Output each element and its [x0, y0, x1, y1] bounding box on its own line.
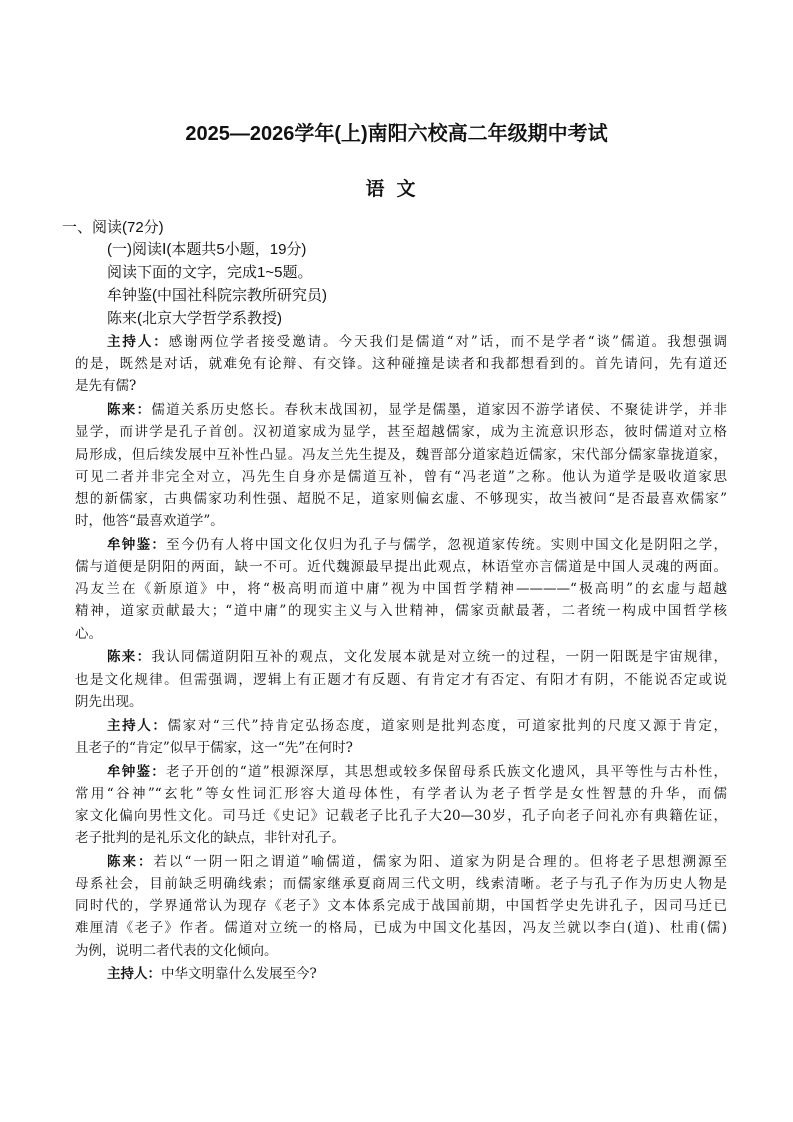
dialogue-text: [75, 331, 727, 987]
text-line: [75, 805, 727, 827]
text-line: [75, 895, 727, 917]
speaker-label: 主持人：: [107, 966, 161, 983]
line-text: 是先有儒?: [75, 378, 137, 395]
line-text: 可见二者并非完全对立，冯先生自身亦是儒道互补，曾有“冯老道”之称。他认为道学是吸收道家思: [75, 468, 727, 485]
dialogue-paragraph: [75, 761, 727, 850]
exam-title: 2025—2026学年(上)南阳六校高二年级期中考试: [185, 123, 608, 145]
text-line: [75, 827, 727, 849]
speaker-label: 主持人：: [107, 334, 169, 350]
line-text: 且老子的“肯定”似早于儒家，这一“先”在何时?: [75, 739, 353, 756]
line-text: 儒道关系历史悠长。春秋末战国初，显学是儒墨，道家因不游学诸侯、不聚徒讲学，并非: [151, 402, 728, 419]
speaker-label: 主持人：: [107, 717, 168, 734]
speaker-label: 陈来：: [107, 853, 154, 870]
line-text: 老子开创的“道”根源深厚，其思想或较多保留母系氏族文化遗风，具平等性与古朴性，: [166, 763, 728, 780]
text-line: [75, 669, 727, 691]
text-line: [75, 488, 727, 510]
text-line: [75, 444, 727, 466]
line-text: 老子批判的是礼乐文化的缺点，非针对孔子。: [75, 830, 345, 847]
section-heading: 一、阅读(72分): [62, 219, 164, 236]
dialogue-paragraph: [75, 851, 727, 962]
speaker-label: 陈来：: [107, 402, 152, 419]
text-line: [75, 466, 727, 488]
line-text: 显学，而讲学是孔子首创。汉初道家成为显学，甚至超越儒家，成为主流意识形态，彼时儒道对立格: [75, 424, 727, 441]
dialogue-paragraph: [75, 715, 727, 759]
text-line: [75, 646, 727, 668]
speaker-label: 陈来：: [107, 649, 152, 666]
text-line: [75, 331, 727, 353]
text-line: [75, 375, 727, 397]
text-line: [75, 783, 727, 805]
line-text: 儒与道便是阴阳的两面，缺一不可。近代魏源最早提出此观点，林语堂亦言儒道是中国人灵魂的两面。: [75, 559, 727, 576]
text-line: [75, 510, 727, 532]
text-line: [75, 963, 727, 985]
line-text: 心。: [75, 625, 102, 642]
text-line: [75, 353, 727, 375]
text-line: [75, 600, 727, 622]
subsection-heading: (一)阅读Ⅰ(本题共5小题，19分): [107, 241, 307, 258]
text-line: [75, 691, 727, 713]
text-line: [75, 578, 727, 600]
instruction: 阅读下面的文字，完成1~5题。: [107, 264, 313, 281]
line-text: 常用“谷神”“玄牝”等女性词汇形容大道母体性，有学者认为老子哲学是女性智慧的升华，而儒: [75, 785, 727, 802]
dialogue-paragraph: [75, 331, 727, 398]
line-text: 阴先出现。: [75, 693, 143, 710]
text-line: [75, 556, 727, 578]
text-line: [75, 917, 727, 939]
dialogue-paragraph: [75, 399, 727, 532]
line-text: 感谢两位学者接受邀请。今天我们是儒道“对”话，而不是学者“谈”儒道。我想强调: [168, 334, 728, 350]
text-line: [75, 534, 727, 556]
participant: 牟钟鉴(中国社科院宗教所研究员): [107, 287, 327, 304]
line-text: 为例，说明二者代表的文化倾向。: [75, 942, 278, 959]
line-text: 同时代的，学界通常认为现存《老子》文本体系完成于战国前期，中国哲学史先讲孔子，因司马迁已: [75, 898, 727, 915]
text-line: [75, 623, 727, 645]
participant: 陈来(北京大学哲学系教授): [107, 310, 282, 327]
line-text: 冯友兰在《新原道》中，将“极高明而道中庸”视为中国哲学精神————“极高明”的玄虚与超越: [75, 581, 727, 598]
line-text: 儒家对“三代”持肯定弘扬态度，道家则是批判态度，可道家批判的尺度又源于肯定，: [167, 717, 728, 734]
dialogue-paragraph: [75, 963, 727, 985]
text-line: [75, 873, 727, 895]
subject-title: 语文: [365, 178, 428, 200]
line-text: 家文化偏向男性文化。司马迁《史记》记载老子比孔子大20—30岁，孔子向老子问礼亦有典籍佐证，: [75, 807, 727, 824]
line-text: 难厘清《老子》作者。儒道对立统一的格局，已成为中国文化基因，冯友兰就以李白(道)、杜甫(儒): [75, 920, 727, 937]
text-line: [75, 761, 727, 783]
speaker-label: 牟钟鉴：: [107, 763, 167, 780]
speaker-label: 牟钟鉴：: [107, 536, 167, 553]
line-text: 的是，既然是对话，就难免有论辩、有交锋。这种碰撞是读者和我都想看到的。首先请问，先有道还: [75, 356, 727, 373]
text-line: [75, 851, 727, 873]
line-text: 母系社会，目前缺乏明确线索；而儒家继承夏商周三代文明，线索清晰。老子与孔子作为历史人物是: [75, 876, 727, 893]
line-text: 中华文明靠什么发展至今?: [161, 966, 317, 983]
line-text: 若以“一阴一阳之谓道”喻儒道，儒家为阳、道家为阴是合理的。但将老子思想溯源至: [153, 853, 727, 870]
line-text: 我认同儒道阴阳互补的观点，文化发展本就是对立统一的过程，一阴一阳既是宇宙规律，: [151, 649, 728, 666]
text-line: [75, 715, 727, 737]
text-line: [75, 421, 727, 443]
line-text: 精神，道家贡献最大；“道中庸”的现实主义与入世精神，儒家贡献最著，二者统一构成中国哲学核: [75, 603, 727, 620]
line-text: 至今仍有人将中国文化仅归为孔子与儒学，忽视道家传统。实则中国文化是阴阳之学，: [166, 536, 727, 553]
line-text: 也是文化规律。但需强调，逻辑上有正题才有反题、有肯定才有否定、有阳才有阴，不能说否定或说: [75, 671, 727, 688]
text-line: [75, 940, 727, 962]
dialogue-paragraph: [75, 534, 727, 645]
line-text: 时，他答“最喜欢道学”。: [75, 513, 224, 530]
line-text: 想的新儒家，古典儒家功利性强、超脱不足，道家则偏玄虚、不够现实，故当被问“是否最喜欢儒家”: [75, 490, 727, 507]
line-text: 局形成，但后续发展中互补性凸显。冯友兰先生提及，魏晋部分道家趋近儒家，宋代部分儒家靠拢道家，: [75, 446, 727, 463]
dialogue-paragraph: [75, 646, 727, 713]
text-line: [75, 737, 727, 759]
text-line: [75, 399, 727, 421]
